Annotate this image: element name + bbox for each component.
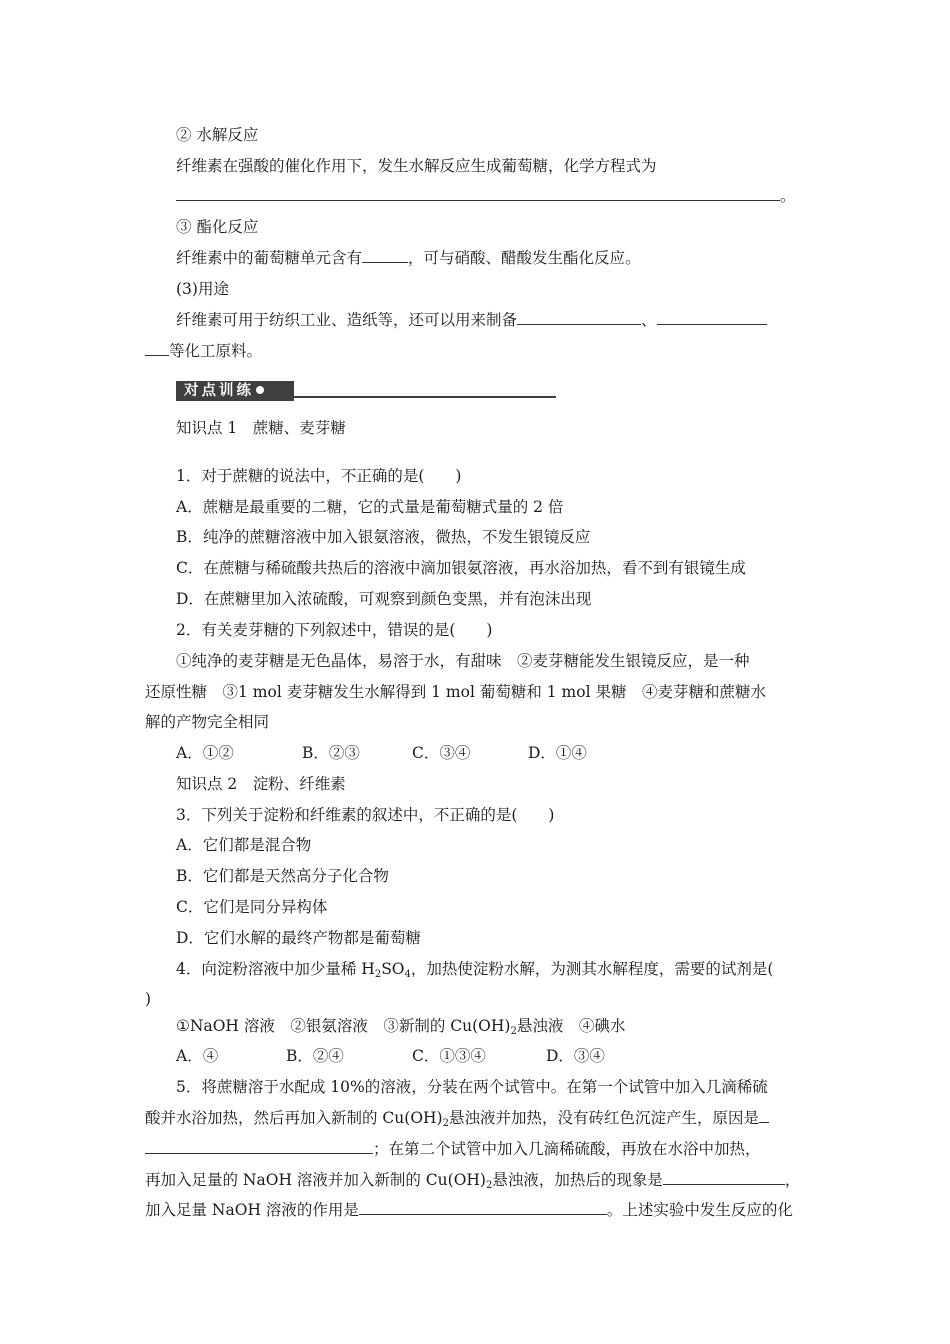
bullet-dot-icon [256,386,264,394]
hydrolysis-text: 纤维素在强酸的催化作用下，发生水解反应生成葡萄糖，化学方程式为 [176,157,657,175]
q3-option-c[interactable]: C．它们是同分异构体 [176,898,328,916]
answer-blank[interactable] [362,248,408,263]
q4-stem: 4．向淀粉溶液中加少量稀 $H_2SO_4$，加热使淀粉水解，为测其水解程度，需要的试剂是( [176,960,774,980]
q2-statement-line2: 还原性糖 ③1 mol 麦芽糖发生水解得到 1 mol 葡萄糖和 1 mol 果糖 ④麦芽糖和蔗糖水 [145,683,766,701]
q3-option-d[interactable]: D．它们水解的最终产物都是葡萄糖 [176,929,421,947]
q1-stem: 1．对于蔗糖的说法中，不正确的是( ) [176,467,462,485]
answer-blank[interactable] [657,310,767,325]
heading-use: (3)用途 [176,280,229,298]
answer-blank[interactable] [663,1170,785,1185]
q2-statement-line3: 解的产物完全相同 [145,713,270,731]
section-header-bar [176,381,556,401]
use-text-line1: 纤维素可用于纺织工业、造纸等，还可以用来制备 、 [176,310,767,330]
q3-stem: 3．下列关于淀粉和纤维素的叙述中，不正确的是( ) [176,806,555,824]
q2-stem: 2．有关麦芽糖的下列叙述中，错误的是( ) [176,621,493,639]
equation-blank-line [176,186,796,206]
knowledge-point-1: 知识点 1 蔗糖、麦芽糖 [176,419,346,437]
q4-reagents: ①NaOH 溶液 ②银氨溶液 ③新制的 $Cu(OH)_2$悬浊液 ④碘水 [176,1017,626,1037]
answer-blank[interactable] [517,310,641,325]
q1-option-a[interactable]: A．蔗糖是最重要的二糖，它的式量是葡萄糖式量的 2 倍 [176,498,564,516]
answer-blank[interactable] [359,1200,607,1215]
q1-option-c[interactable]: C．在蔗糖与稀硫酸共热后的溶液中滴加银氨溶液，再水浴加热，看不到有银镜生成 [176,559,746,577]
knowledge-point-2: 知识点 2 淀粉、纤维素 [176,775,346,793]
section-title: 对点训练 [176,381,294,401]
q1-option-b[interactable]: B．纯净的蔗糖溶液中加入银氨溶液，微热，不发生银镜反应 [176,528,591,546]
q2-option-c[interactable]: C．③④ [412,744,471,762]
answer-blank[interactable] [145,1139,373,1154]
answer-blank[interactable] [176,186,780,201]
q2-option-a[interactable]: A．①② [176,744,234,762]
q5-line5: 加入足量 NaOH 溶液的作用是 。上述实验中发生反应的化 [145,1201,793,1219]
q2-statement-line1: ①纯净的麦芽糖是无色晶体，易溶于水，有甜味 ②麦芽糖能发生银镜反应，是一种 [176,652,750,670]
q4-option-d[interactable]: D．③④ [546,1047,605,1065]
answer-blank[interactable] [759,1108,769,1123]
q5-line1: 5．将蔗糖溶于水配成 10%的溶液，分装在两个试管中。在第一个试管中加入几滴稀硫 [176,1078,768,1096]
q3-option-a[interactable]: A．它们都是混合物 [176,836,312,854]
heading-hydrolysis: ② 水解反应 [176,126,259,144]
period: 。 [780,187,796,205]
q5-line2: 酸并水浴加热，然后再加入新制的 $Cu(OH)_2$悬浊液并加热，没有砖红色沉淀产生，原因是 [145,1108,769,1128]
q1-option-d[interactable]: D．在蔗糖里加入浓硫酸，可观察到颜色变黑，并有泡沫出现 [176,590,592,608]
q3-option-b[interactable]: B．它们都是天然高分子化合物 [176,867,389,885]
q2-option-d[interactable]: D．①④ [528,744,587,762]
q4-option-c[interactable]: C．①③④ [412,1047,486,1065]
q4-option-b[interactable]: B．②④ [286,1047,344,1065]
section-rule [294,396,556,398]
answer-blank[interactable] [145,341,169,356]
q5-line4: 再加入足量的 NaOH 溶液并加入新制的 $Cu(OH)_2$悬浊液，加热后的现象是 ， [145,1171,801,1191]
q5-line3: ；在第二个试管中加入几滴稀硫酸，再放在水浴中加热， [145,1139,761,1159]
heading-esterification: ③ 酯化反应 [176,218,259,236]
use-text-line2: 等化工原料。 [145,341,262,361]
q4-stem-close: ) [145,990,152,1008]
q2-option-b[interactable]: B．②③ [302,744,360,762]
q4-option-a[interactable]: A．④ [176,1047,219,1065]
ester-text: 纤维素中的葡萄糖单元含有 ，可与硝酸、醋酸发生酯化反应。 [176,249,641,267]
